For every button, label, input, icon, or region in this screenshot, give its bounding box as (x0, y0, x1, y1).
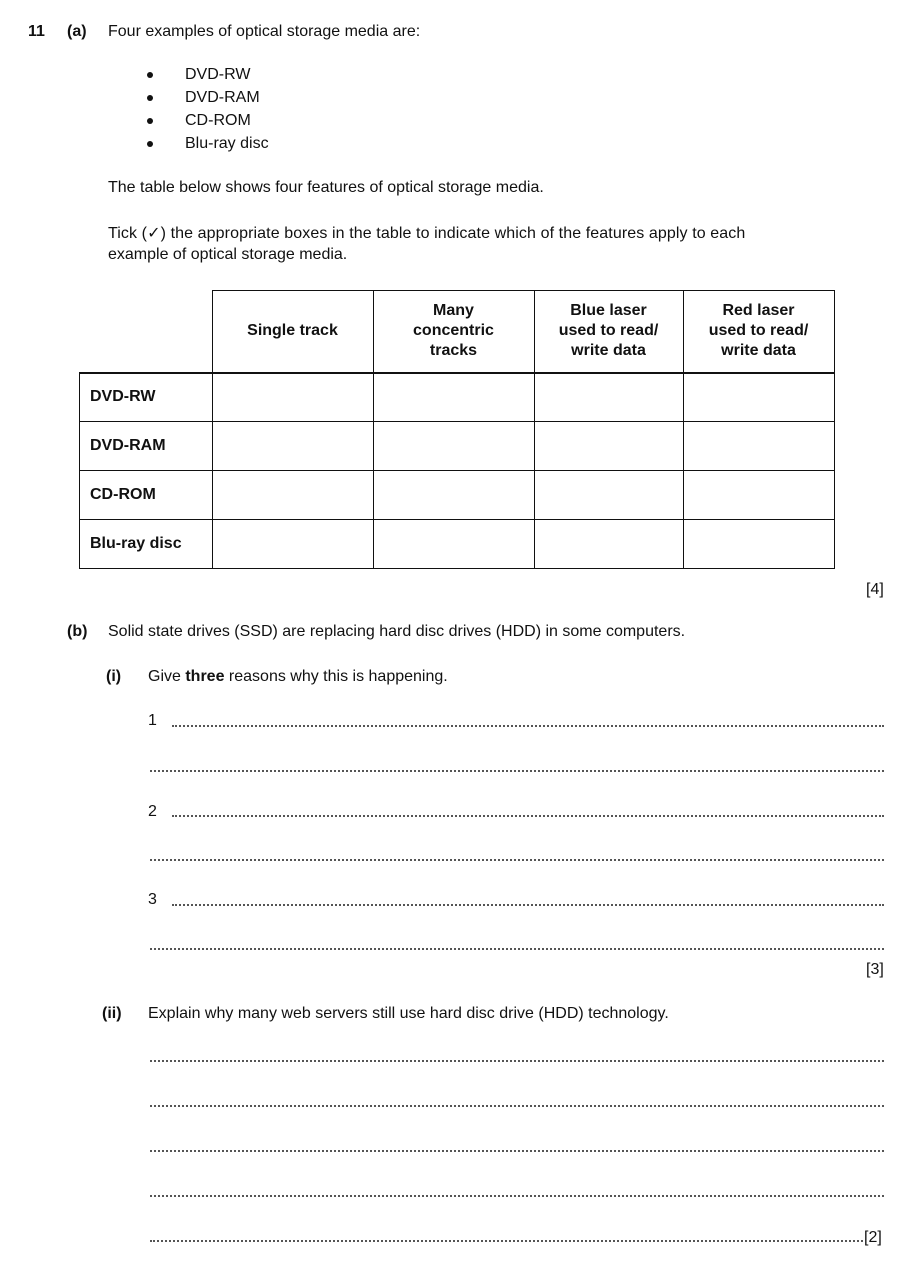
tick-box[interactable] (683, 471, 834, 520)
table-row (80, 373, 835, 422)
features-table (79, 290, 835, 569)
answer-line[interactable] (172, 725, 884, 727)
instruction-line-2: example of optical storage media. (108, 246, 348, 263)
tick-box[interactable] (534, 520, 683, 569)
sub-i-label: (i) (106, 668, 122, 685)
sub-ii-question: Explain why many web servers still use hard disc drive (HDD) technology. (148, 1005, 669, 1022)
bullet-icon (147, 95, 153, 101)
tick-box[interactable] (212, 471, 373, 520)
tick-box[interactable] (534, 373, 683, 422)
part-b-intro: Solid state drives (SSD) are replacing hard disc drives (HDD) in some computers. (108, 623, 686, 640)
row-header: DVD-RW (80, 373, 213, 422)
bullet-icon (147, 118, 153, 124)
answer-line[interactable] (150, 1240, 863, 1242)
tick-box[interactable] (373, 471, 534, 520)
question-number: 11 (28, 23, 45, 40)
tick-box[interactable] (683, 520, 834, 569)
column-header: Many concentric tracks (373, 291, 534, 373)
answer-line[interactable] (150, 1150, 884, 1152)
answer-line[interactable] (150, 1060, 884, 1062)
answer-line[interactable] (150, 948, 884, 950)
tick-box[interactable] (683, 422, 834, 471)
row-header: DVD-RAM (80, 422, 213, 471)
part-a-intro: Four examples of optical storage media are: (108, 23, 421, 40)
tick-box[interactable] (373, 373, 534, 422)
instruction-line-1: Tick (✓) the appropriate boxes in the table to indicate which of the features apply to each (108, 225, 746, 242)
tick-box[interactable] (373, 520, 534, 569)
list-item: DVD-RAM (185, 89, 260, 106)
list-item: CD-ROM (185, 112, 251, 129)
row-header: CD-ROM (80, 471, 213, 520)
sub-ii-label: (ii) (102, 1005, 122, 1022)
tick-box[interactable] (683, 373, 834, 422)
table-description: The table below shows four features of optical storage media. (108, 179, 544, 196)
tick-box[interactable] (212, 422, 373, 471)
answer-line[interactable] (150, 1195, 884, 1197)
marks-a: [4] (866, 581, 884, 598)
tick-box[interactable] (534, 471, 683, 520)
table-row (80, 422, 835, 471)
answer-number: 2 (148, 803, 157, 820)
sub-i-question: Give three reasons why this is happening. (148, 668, 448, 685)
answer-number: 1 (148, 712, 157, 729)
column-header: Red laser used to read/ write data (683, 291, 834, 373)
part-b-label: (b) (67, 623, 88, 640)
tick-box[interactable] (534, 422, 683, 471)
bullet-icon (147, 72, 153, 78)
answer-line[interactable] (172, 904, 884, 906)
answer-line[interactable] (172, 815, 884, 817)
bullet-icon (147, 141, 153, 147)
table-corner (80, 291, 213, 373)
tick-box[interactable] (373, 422, 534, 471)
list-item: DVD-RW (185, 66, 251, 83)
table-row (80, 520, 835, 569)
tick-box[interactable] (212, 373, 373, 422)
list-item: Blu-ray disc (185, 135, 269, 152)
column-header: Single track (212, 291, 373, 373)
column-header: Blue laser used to read/ write data (534, 291, 683, 373)
table-row (80, 471, 835, 520)
part-a-label: (a) (67, 23, 87, 40)
answer-line[interactable] (150, 859, 884, 861)
answer-line[interactable] (150, 770, 884, 772)
tick-box[interactable] (212, 520, 373, 569)
row-header: Blu-ray disc (80, 520, 213, 569)
marks-b-ii: [2] (864, 1229, 882, 1246)
marks-b-i: [3] (866, 961, 884, 978)
answer-number: 3 (148, 891, 157, 908)
answer-line[interactable] (150, 1105, 884, 1107)
